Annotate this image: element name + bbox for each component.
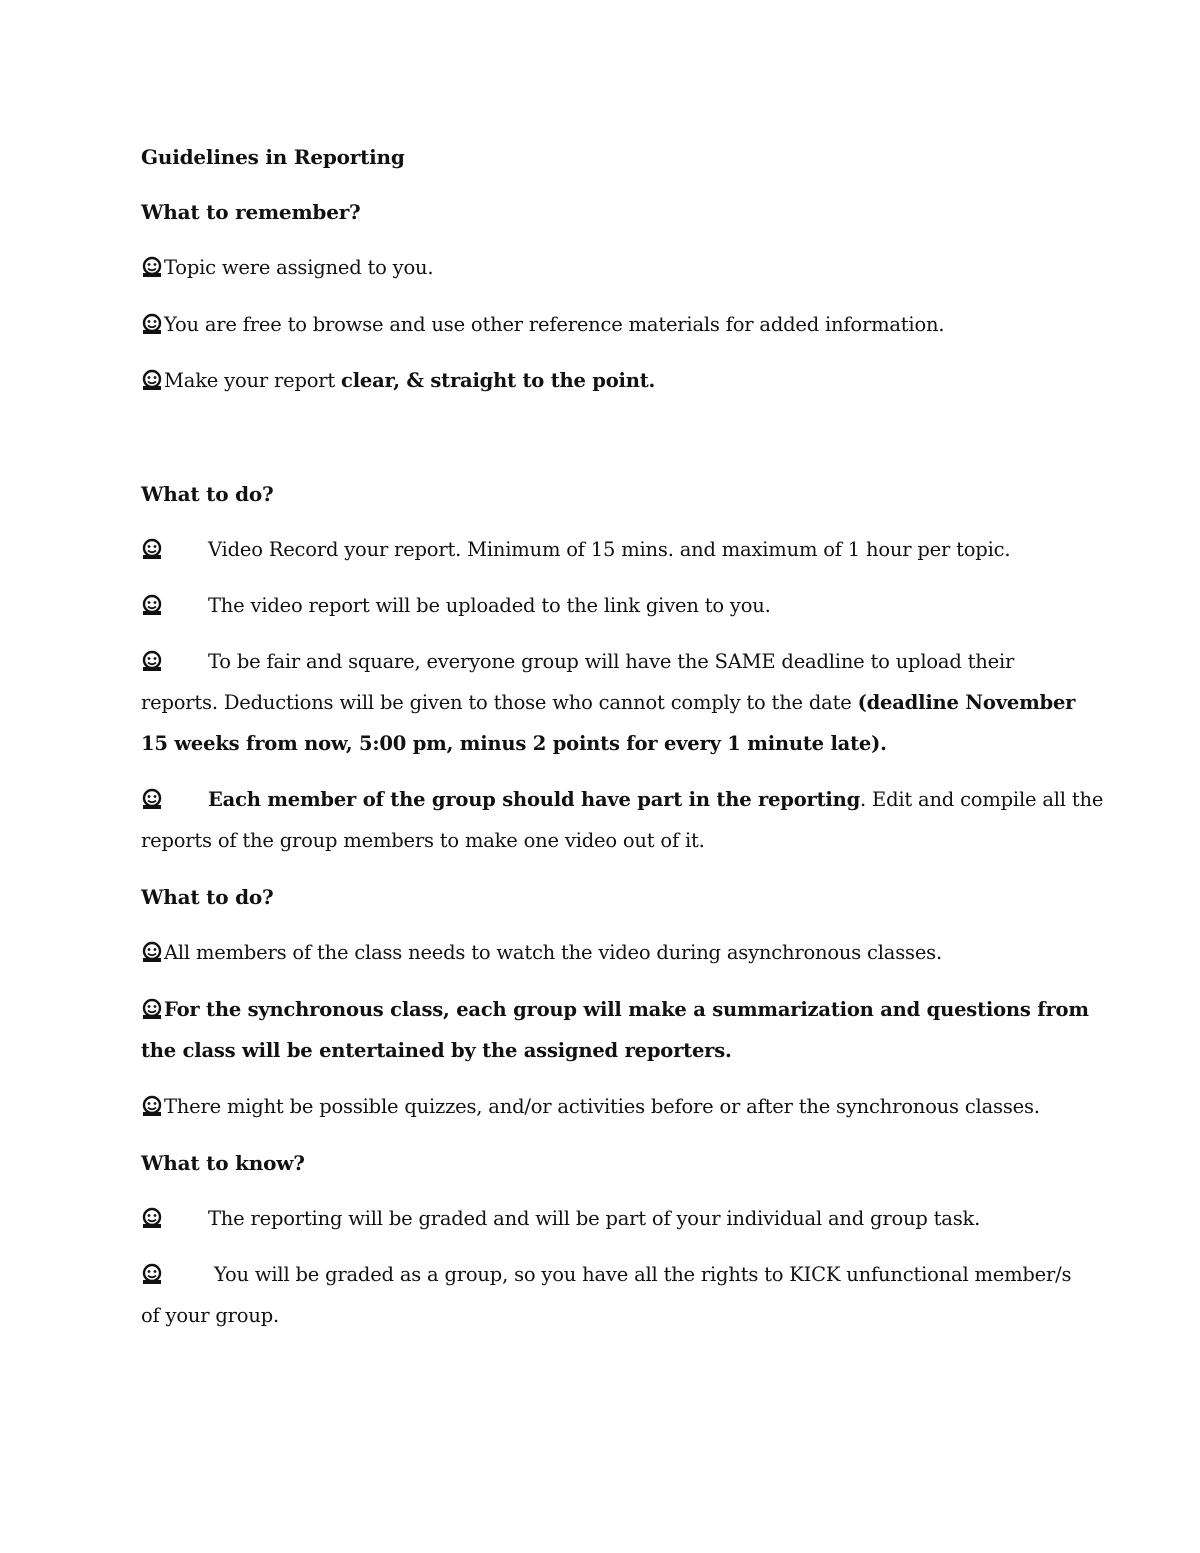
list-item-bold-text: clear, & straight to the point.	[341, 369, 656, 392]
section-heading-do: What to do?	[141, 482, 274, 506]
list-item	[141, 538, 1066, 562]
smiley-face-icon	[141, 1207, 163, 1229]
section-heading-remember: What to remember?	[141, 200, 361, 224]
list-item-text: All members of the class needs to watch the video during asynchronous classes.	[164, 941, 942, 964]
list-item-text: You will be graded as a group, so you have all the rights to KICK unfunctional member/s	[208, 1263, 1072, 1286]
smiley-face-icon	[141, 650, 163, 672]
list-item-continuation: of your group.	[141, 1304, 279, 1327]
list-item-text: Make your report	[164, 369, 342, 392]
list-item-text: Topic were assigned to you.	[164, 256, 434, 279]
smiley-face-icon	[141, 788, 163, 810]
smiley-face-icon	[141, 1263, 163, 1285]
list-item	[141, 788, 1104, 812]
smiley-face-icon	[141, 594, 163, 616]
smiley-face-icon	[141, 998, 163, 1020]
list-item-bold-text: For the synchronous class, each group will make a summarization and questions from	[164, 998, 1089, 1021]
list-item	[141, 1207, 1066, 1231]
list-item	[141, 998, 1089, 1022]
smiley-face-icon	[141, 538, 163, 560]
list-item	[141, 369, 1066, 393]
list-item-text: The video report will be uploaded to the link given to you.	[208, 594, 771, 617]
list-item-continuation: reports of the group members to make one video out of it.	[141, 829, 705, 852]
deadline-text-continuation: 15 weeks from now, 5:00 pm, minus 2 points for every 1 minute late).	[141, 732, 887, 755]
list-item-text: . Edit and compile all the	[860, 788, 1104, 811]
list-item	[141, 256, 1066, 280]
list-item-text: The reporting will be graded and will be part of your individual and group task.	[208, 1207, 981, 1230]
smiley-face-icon	[141, 941, 163, 963]
list-item-bold-text: Each member of the group should have part in the reporting	[208, 788, 861, 811]
list-item-text: reports. Deductions will be given to those who cannot comply to the date	[141, 691, 858, 714]
smiley-face-icon	[141, 369, 163, 391]
list-item-continuation: the class will be entertained by the assigned reporters.	[141, 1039, 732, 1062]
list-item-text: You are free to browse and use other reference materials for added information.	[164, 313, 945, 336]
list-item	[141, 1095, 1066, 1119]
list-item	[141, 941, 1066, 965]
section-heading-know: What to know?	[141, 1151, 305, 1175]
document-title: Guidelines in Reporting	[141, 145, 405, 169]
list-item-continuation	[141, 691, 1076, 715]
list-item	[141, 650, 1066, 674]
list-item	[141, 594, 1066, 618]
smiley-face-icon	[141, 256, 163, 278]
list-item-text: To be fair and square, everyone group will have the SAME deadline to upload their	[208, 650, 1015, 673]
smiley-face-icon	[141, 1095, 163, 1117]
deadline-text: (deadline November	[857, 691, 1076, 714]
list-item	[141, 1263, 1072, 1287]
list-item-text: Video Record your report. Minimum of 15 mins. and maximum of 1 hour per topic.	[208, 538, 1011, 561]
list-item	[141, 313, 1066, 337]
section-heading-do-2: What to do?	[141, 885, 274, 909]
list-item-text: There might be possible quizzes, and/or activities before or after the synchronous classes.	[164, 1095, 1040, 1118]
smiley-face-icon	[141, 313, 163, 335]
